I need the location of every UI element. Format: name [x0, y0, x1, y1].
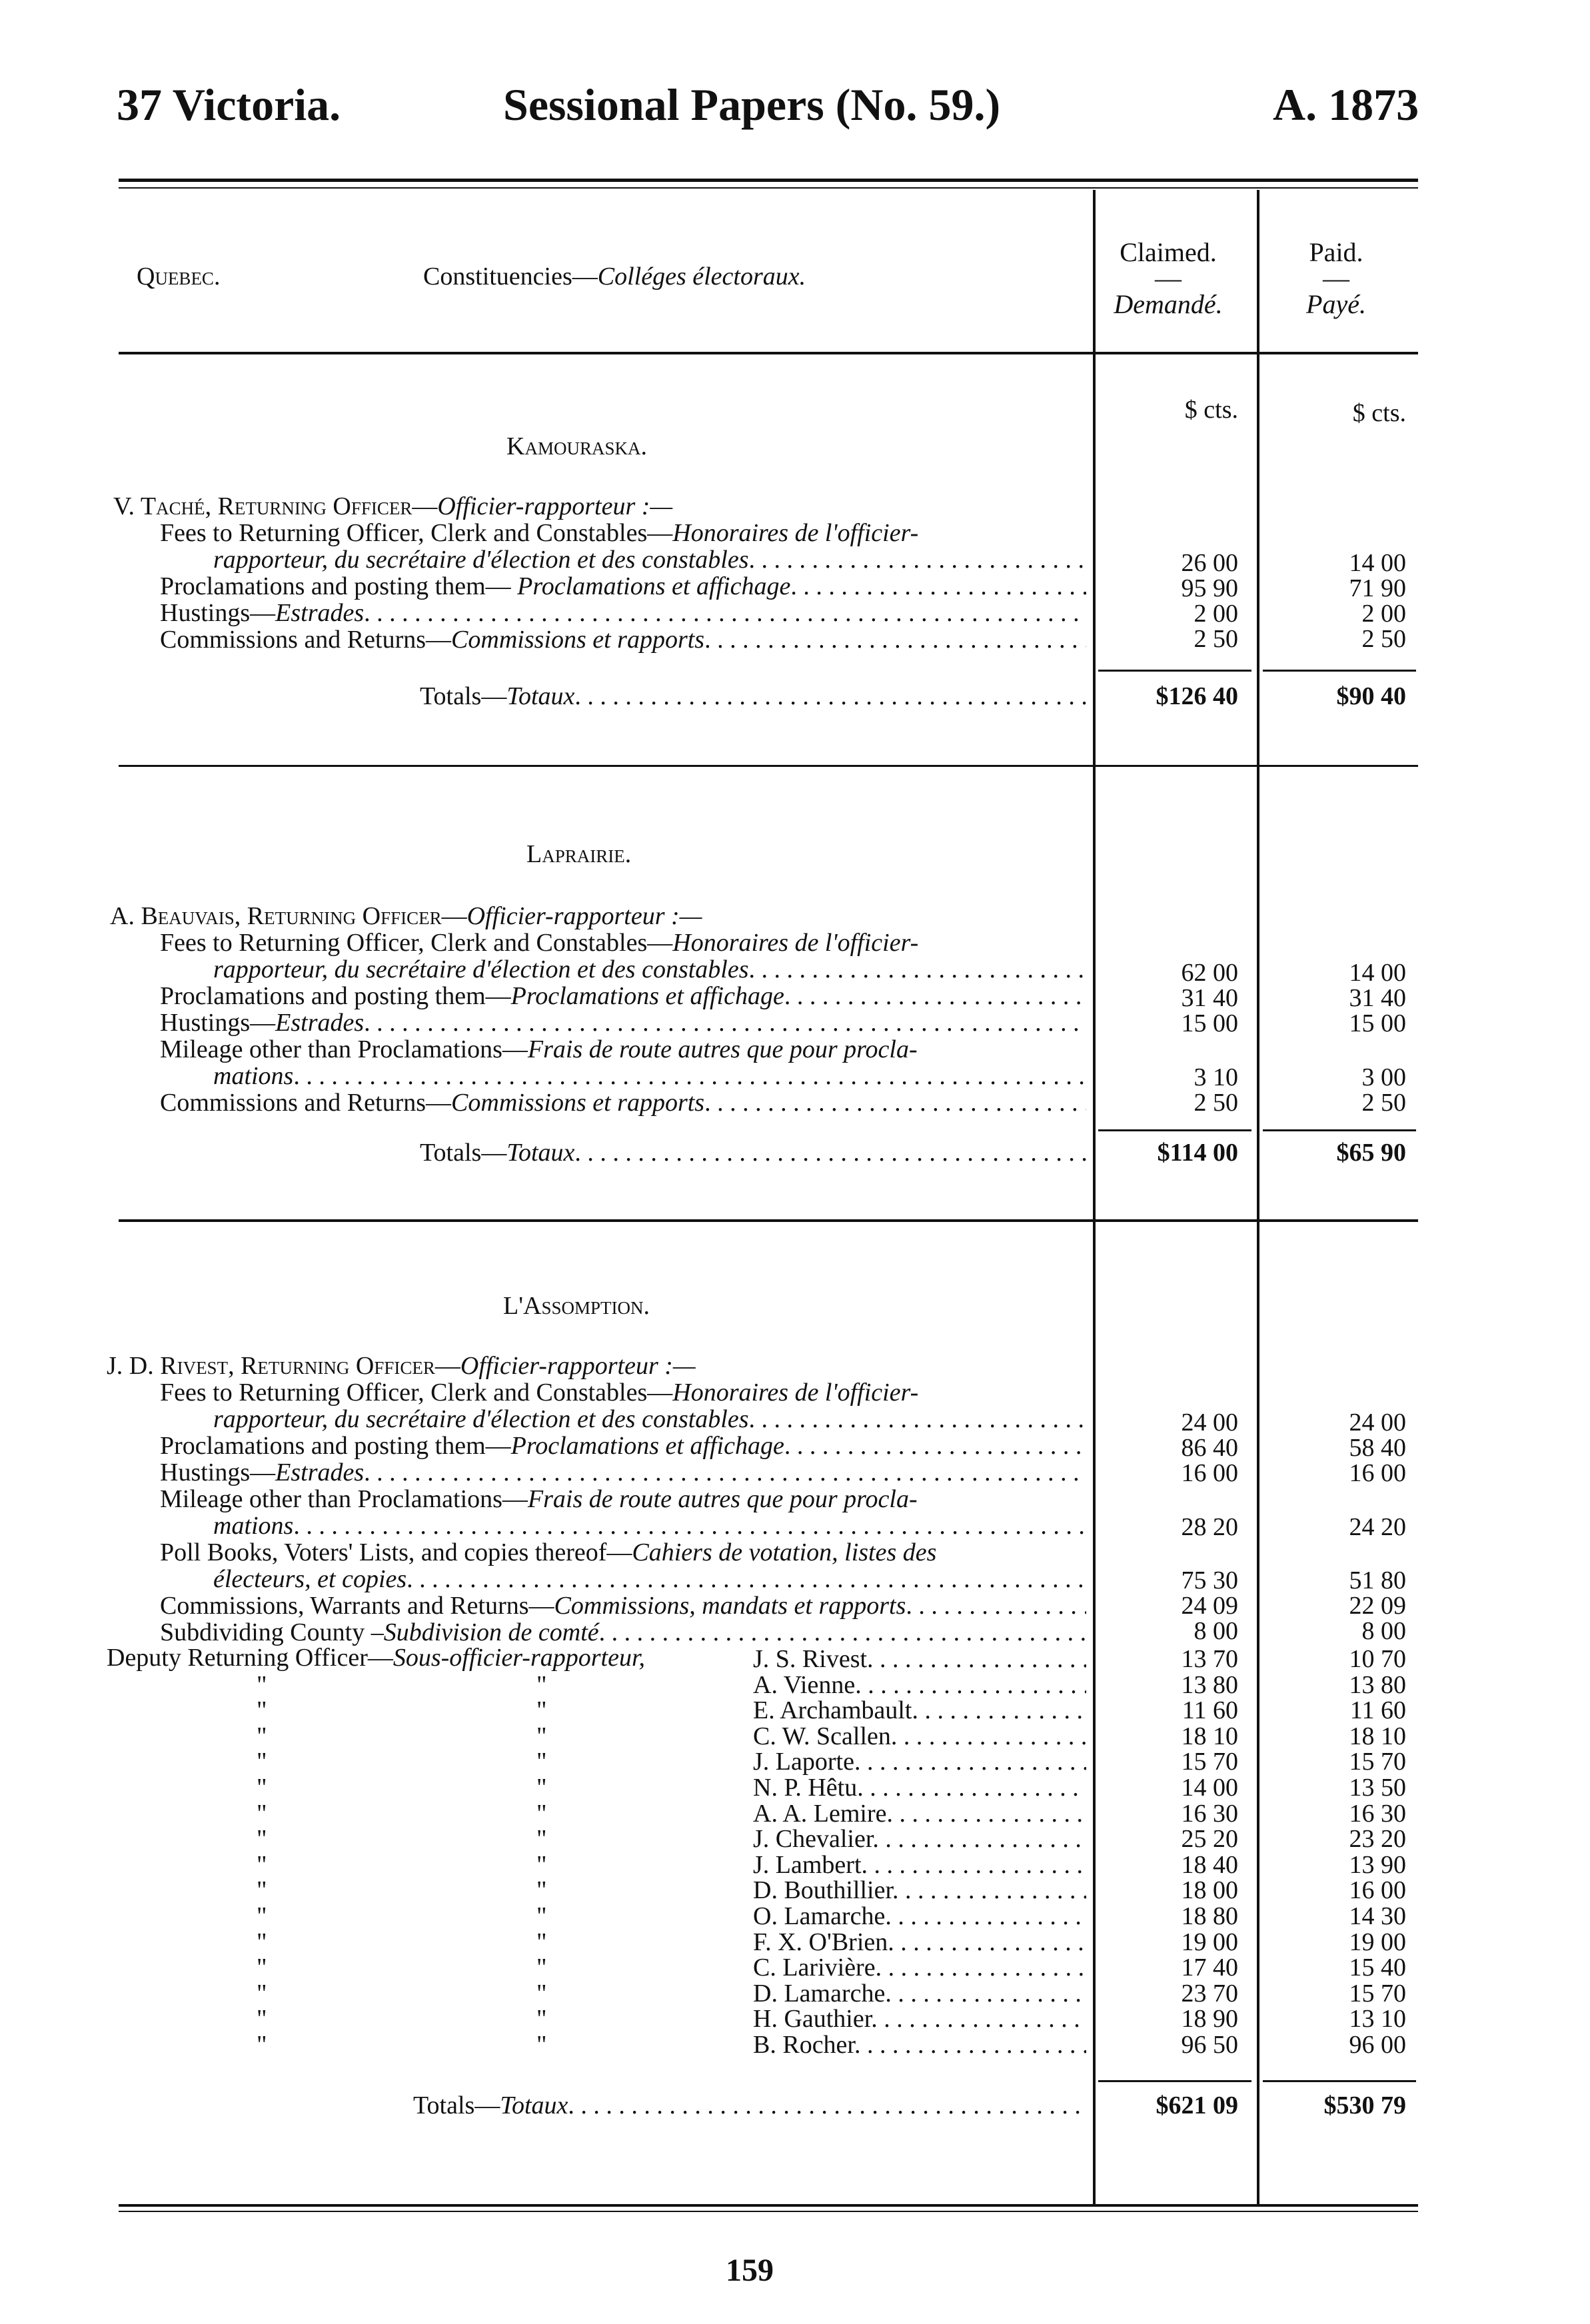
paid-value: 23 20 [1349, 1825, 1406, 1853]
header-left: 37 Victoria. [117, 79, 341, 130]
line-item: Proclamations and posting them—Proclamations et affichage . . . [160, 1433, 1086, 1459]
paid-value: 58 40 [1349, 1434, 1406, 1462]
paid-label: Paid. [1309, 237, 1363, 267]
section-title: Laprairie. [526, 840, 632, 868]
paid-value: 15 70 [1349, 1980, 1406, 2008]
claimed-value: 17 40 [1181, 1954, 1238, 1982]
paid-value: 16 00 [1349, 1459, 1406, 1487]
claimed-value: 13 80 [1181, 1671, 1238, 1699]
currency-claimed: $ cts. [1184, 396, 1238, 424]
claimed-value: 2 50 [1193, 625, 1238, 653]
deputy-name: J. Lambert . . . [753, 1852, 1086, 1878]
officer-title-fr: Officier-rapporteur :— [437, 492, 673, 520]
claimed-value: 14 00 [1181, 1774, 1238, 1802]
column-rule-middle [1257, 190, 1259, 2205]
deputy-name: D. Lamarche . . . [753, 1980, 1086, 2007]
officer-line [110, 903, 702, 929]
totals-row: Totals—Totaux . . . [420, 1139, 1086, 1166]
officer-name: J. D. Rivest, Returning Officer— [107, 1352, 460, 1380]
claimed-value: 31 40 [1181, 984, 1238, 1012]
officer-name: A. Beauvais, Returning Officer— [110, 902, 467, 930]
line-item: Mileage other than Proclamations—Frais de route autres que pour procla- [160, 1035, 918, 1063]
claimed-value: 2 50 [1193, 1089, 1238, 1117]
paid-value: 3 00 [1361, 1063, 1406, 1091]
ditto-mark: " [257, 1800, 267, 1828]
bottom-rule [119, 2204, 1418, 2207]
paid-value: 15 40 [1349, 1954, 1406, 1982]
ditto-mark: " [257, 1696, 267, 1724]
claimed-value: 86 40 [1181, 1434, 1238, 1462]
line-item: rapporteur, du secrétaire d'élection et des constables . . . [213, 1406, 1086, 1433]
claimed-value: 62 00 [1181, 959, 1238, 987]
paid-value: 31 40 [1349, 984, 1406, 1012]
page-number: 159 [726, 2253, 774, 2288]
claimed-value: 18 90 [1181, 2005, 1238, 2033]
line-item: mations . . . [213, 1512, 1086, 1539]
total-paid: $65 90 [1336, 1139, 1406, 1167]
ditto-mark: " [536, 1825, 547, 1853]
ditto-mark: " [257, 1671, 267, 1699]
claimed-heading [1098, 237, 1238, 320]
paid-value: 2 00 [1361, 600, 1406, 628]
ditto-mark: " [257, 1980, 267, 2008]
total-rule [1098, 2080, 1251, 2082]
column-rule-left [1093, 190, 1096, 2205]
claimed-value: 24 00 [1181, 1409, 1238, 1437]
line-item: mations . . . [213, 1063, 1086, 1089]
section-title: L'Assomption. [503, 1292, 650, 1320]
line-item: Hustings—Estrades . . . [160, 1009, 1086, 1036]
paid-label-fr: Payé. [1306, 289, 1366, 319]
line-item: Hustings—Estrades . . . [160, 600, 1086, 626]
line-item: Fees to Returning Officer, Clerk and Constables—Honoraires de l'officier- [160, 519, 919, 547]
ditto-mark: " [536, 2005, 547, 2033]
ditto-mark: " [257, 1774, 267, 1802]
total-rule [1263, 670, 1416, 672]
claimed-value: 28 20 [1181, 1513, 1238, 1541]
line-item: Proclamations and posting them—Proclamations et affichage . . . [160, 983, 1086, 1009]
claimed-value: 2 00 [1193, 600, 1238, 628]
line-item: Proclamations and posting them— Proclamations et affichage . . . [160, 573, 1086, 600]
claimed-value: 16 30 [1181, 1800, 1238, 1828]
line-item: électeurs, et copies . . . [213, 1566, 1086, 1592]
constituencies-heading [423, 263, 806, 290]
total-paid: $530 79 [1323, 2091, 1406, 2119]
ditto-mark: " [257, 1748, 267, 1776]
head-rule [119, 352, 1418, 354]
paid-value: 19 00 [1349, 1928, 1406, 1956]
total-claimed: $621 09 [1156, 2091, 1238, 2119]
paid-value: 11 60 [1349, 1696, 1406, 1724]
claimed-value: 96 50 [1181, 2031, 1238, 2059]
ditto-mark: " [536, 2031, 547, 2059]
province-label: Quebec. [137, 263, 221, 290]
ditto-mark: " [536, 1928, 547, 1956]
currency-paid: $ cts. [1352, 399, 1406, 427]
deputy-name: J. Laporte . . . [753, 1748, 1086, 1775]
total-rule [1098, 670, 1251, 672]
claimed-value: 26 00 [1181, 549, 1238, 577]
officer-line [107, 1353, 696, 1379]
claimed-value: 13 70 [1181, 1645, 1238, 1673]
officer-title-fr: Officier-rapporteur :— [460, 1352, 696, 1380]
claimed-value: 15 00 [1181, 1009, 1238, 1037]
ditto-mark: " [536, 1954, 547, 1982]
ditto-mark: " [257, 1722, 267, 1750]
deputy-name: A. A. Lemire . . . [753, 1800, 1086, 1827]
deputy-name: B. Rocher . . . [753, 2032, 1086, 2058]
paid-value: 71 90 [1349, 574, 1406, 602]
deputy-name: J. Chevalier . . . [753, 1826, 1086, 1852]
ditto-mark: " [536, 1722, 547, 1750]
total-rule [1263, 1129, 1416, 1131]
ditto-mark: " [536, 1696, 547, 1724]
paid-value: 14 30 [1349, 1902, 1406, 1930]
line-item: Mileage other than Proclamations—Frais de route autres que pour procla- [160, 1485, 918, 1513]
ditto-mark: " [536, 1851, 547, 1879]
line-item: Poll Books, Voters' Lists, and copies thereof—Cahiers de votation, listes des [160, 1538, 937, 1566]
ditto-mark: " [257, 2005, 267, 2033]
total-paid: $90 40 [1336, 682, 1406, 710]
section-rule [119, 1219, 1418, 1222]
deputy-name: C. Larivière . . . [753, 1954, 1086, 1981]
ditto-mark: " [257, 2031, 267, 2059]
totals-row: Totals—Totaux . . . [413, 2092, 1086, 2119]
claimed-dash: — [1155, 263, 1182, 293]
paid-value: 13 50 [1349, 1774, 1406, 1802]
total-rule [1098, 1129, 1251, 1131]
claimed-value: 25 20 [1181, 1825, 1238, 1853]
claimed-value: 95 90 [1181, 574, 1238, 602]
paid-value: 22 09 [1349, 1592, 1406, 1620]
line-item: Subdividing County –Subdivision de comté . . . [160, 1619, 1086, 1646]
paid-value: 24 20 [1349, 1513, 1406, 1541]
paid-value: 16 00 [1349, 1876, 1406, 1904]
paid-value: 13 10 [1349, 2005, 1406, 2033]
total-claimed: $126 40 [1156, 682, 1238, 710]
paid-value: 13 90 [1349, 1851, 1406, 1879]
line-item: rapporteur, du secrétaire d'élection et des constables . . . [213, 546, 1086, 573]
deputy-name: C. W. Scallen . . . [753, 1723, 1086, 1750]
claimed-value: 18 10 [1181, 1722, 1238, 1750]
constituencies-en: Constituencies— [423, 263, 598, 290]
deputy-name: A. Vienne . . . [753, 1672, 1086, 1698]
claimed-value: 19 00 [1181, 1928, 1238, 1956]
top-rule-thin [119, 187, 1418, 189]
section-rule [119, 765, 1418, 767]
line-item: Commissions, Warrants and Returns—Commissions, mandats et rapports . . . [160, 1592, 1086, 1619]
ditto-mark: " [536, 1748, 547, 1776]
total-claimed: $114 00 [1157, 1139, 1238, 1167]
ditto-mark: " [536, 1671, 547, 1699]
claimed-value: 16 00 [1181, 1459, 1238, 1487]
paid-value: 10 70 [1349, 1645, 1406, 1673]
claimed-value: 3 10 [1193, 1063, 1238, 1091]
line-item: Fees to Returning Officer, Clerk and Constables—Honoraires de l'officier- [160, 1379, 919, 1407]
paid-value: 96 00 [1349, 2031, 1406, 2059]
claimed-value: 75 30 [1181, 1566, 1238, 1594]
line-item: Commissions and Returns—Commissions et rapports . . . [160, 626, 1086, 653]
header-right: A. 1873 [1273, 79, 1419, 130]
constituencies-fr: Colléges électoraux. [597, 263, 806, 290]
deputy-label: Deputy Returning Officer—Sous-officier-rapporteur, [107, 1644, 646, 1672]
claimed-label: Claimed. [1120, 237, 1217, 267]
officer-name: V. Taché, Returning Officer— [113, 492, 438, 520]
claimed-value: 18 00 [1181, 1876, 1238, 1904]
paid-value: 15 00 [1349, 1009, 1406, 1037]
paid-dash: — [1323, 263, 1349, 293]
deputy-name: J. S. Rivest . . . [753, 1646, 1086, 1672]
paid-value: 8 00 [1361, 1617, 1406, 1645]
header-center: Sessional Papers (No. 59.) [503, 79, 1001, 130]
ditto-mark: " [536, 1876, 547, 1904]
line-item: Hustings—Estrades . . . [160, 1459, 1086, 1486]
paid-value: 2 50 [1361, 625, 1406, 653]
paid-value: 2 50 [1361, 1089, 1406, 1117]
top-rule [119, 179, 1418, 182]
paid-heading [1266, 237, 1406, 320]
deputy-name: O. Lamarche . . . [753, 1903, 1086, 1930]
ditto-mark: " [536, 1800, 547, 1828]
line-item: Commissions and Returns—Commissions et rapports . . . [160, 1089, 1086, 1116]
ditto-mark: " [257, 1851, 267, 1879]
paid-value: 24 00 [1349, 1409, 1406, 1437]
deputy-name: N. P. Hêtu . . . [753, 1774, 1086, 1801]
ditto-mark: " [257, 1825, 267, 1853]
paid-value: 13 80 [1349, 1671, 1406, 1699]
claimed-value: 18 40 [1181, 1851, 1238, 1879]
officer-line [113, 493, 672, 520]
ditto-mark: " [536, 1902, 547, 1930]
claimed-value: 11 60 [1182, 1696, 1238, 1724]
ditto-mark: " [257, 1928, 267, 1956]
paid-value: 15 70 [1349, 1748, 1406, 1776]
ditto-mark: " [257, 1954, 267, 1982]
officer-title-fr: Officier-rapporteur :— [466, 902, 702, 930]
totals-row: Totals—Totaux . . . [420, 683, 1086, 710]
claimed-value: 24 09 [1181, 1592, 1238, 1620]
ditto-mark: " [536, 1774, 547, 1802]
deputy-name: H. Gauthier . . . [753, 2006, 1086, 2032]
total-rule [1263, 2080, 1416, 2082]
ditto-mark: " [257, 1902, 267, 1930]
section-title: Kamouraska. [506, 432, 647, 460]
paid-value: 16 30 [1349, 1800, 1406, 1828]
paid-value: 14 00 [1349, 549, 1406, 577]
line-item: rapporteur, du secrétaire d'élection et des constables . . . [213, 956, 1086, 983]
paid-value: 18 10 [1349, 1722, 1406, 1750]
bottom-rule-thin [119, 2211, 1418, 2212]
deputy-name: F. X. O'Brien . . . [753, 1929, 1086, 1956]
claimed-value: 23 70 [1181, 1980, 1238, 2008]
paid-value: 51 80 [1349, 1566, 1406, 1594]
ditto-mark: " [257, 1876, 267, 1904]
claimed-value: 15 70 [1181, 1748, 1238, 1776]
line-item: Fees to Returning Officer, Clerk and Constables—Honoraires de l'officier- [160, 929, 919, 957]
claimed-value: 18 80 [1181, 1902, 1238, 1930]
paid-value: 14 00 [1349, 959, 1406, 987]
deputy-name: E. Archambault . . . [753, 1697, 1086, 1724]
claimed-value: 8 00 [1193, 1617, 1238, 1645]
ditto-mark: " [536, 1980, 547, 2008]
claimed-label-fr: Demandé. [1114, 289, 1223, 319]
deputy-name: D. Bouthillier . . . [753, 1877, 1086, 1904]
